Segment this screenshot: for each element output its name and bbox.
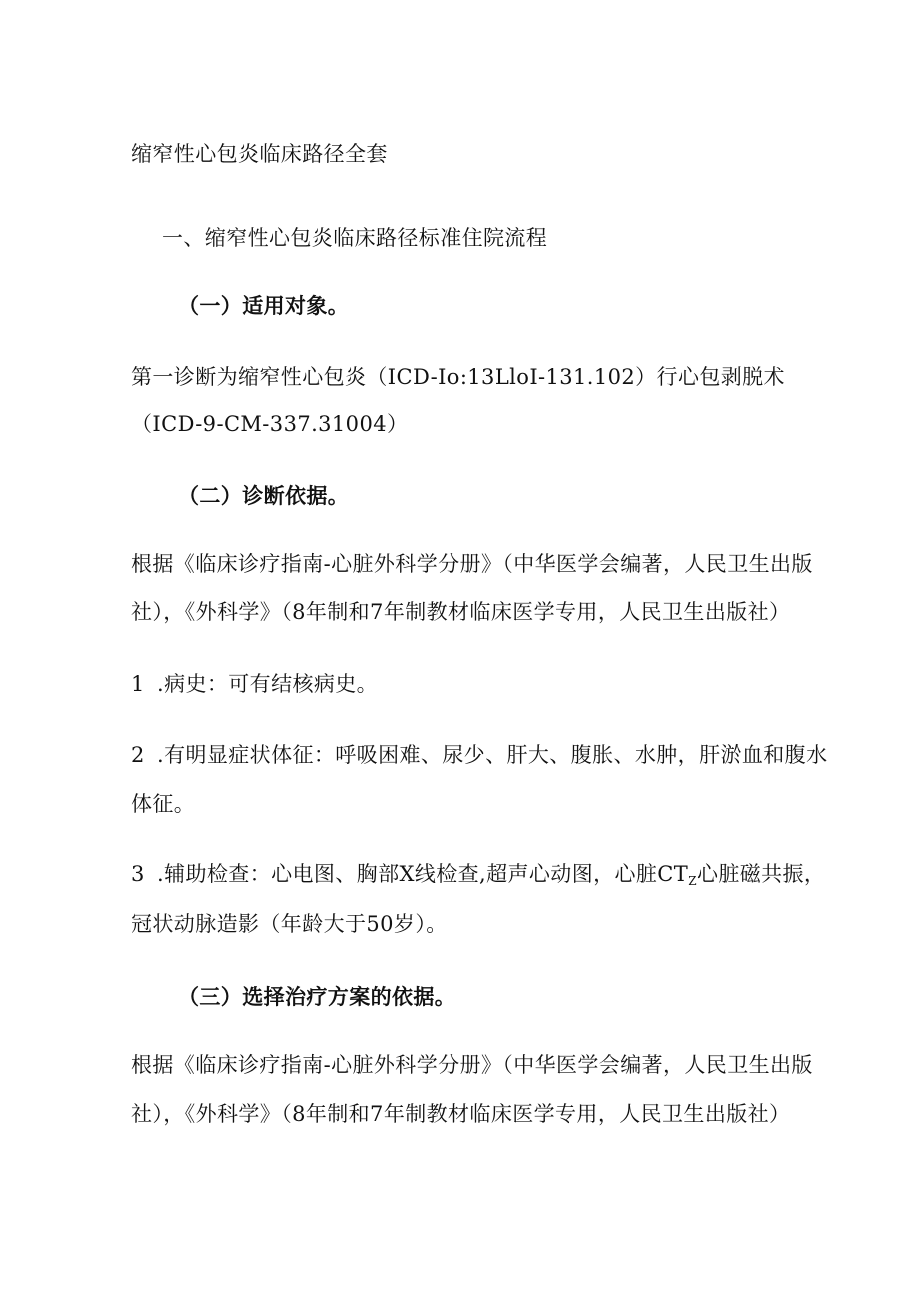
paragraph-line: （ICD-9-CM-337.31004） xyxy=(131,412,409,436)
list-item xyxy=(131,670,378,698)
list-item-text: .辅助检查：心电图、胸部X线检查,超声心动图，心脏CT xyxy=(157,862,689,886)
list-item-number: 2 xyxy=(131,743,145,767)
paragraph-line: 根据《临床诊疗指南-心脏外科学分册》（中华医学会编著，人民卫生出版 xyxy=(131,1053,813,1077)
section-heading: 一、缩窄性心包炎临床路径标准住院流程 xyxy=(162,226,548,250)
list-item-text: .病史：可有结核病史。 xyxy=(157,672,379,696)
subsection-heading-treatment: （三）选择治疗方案的依据。 xyxy=(178,984,457,1009)
list-item-number: 3 xyxy=(131,862,145,886)
paragraph-line: 社），《外科学》（8年制和7年制教材临床医学专用，人民卫生出版社） xyxy=(131,600,791,624)
subsection-heading-applicable: （一）适用对象。 xyxy=(178,293,350,318)
list-item-number: 1 xyxy=(131,672,145,696)
paragraph-line: 根据《临床诊疗指南-心脏外科学分册》（中华医学会编著，人民卫生出版 xyxy=(131,552,813,576)
list-item-continuation: 冠状动脉造影（年龄大于50岁）。 xyxy=(131,912,448,936)
paragraph-line: 社），《外科学》（8年制和7年制教材临床医学专用，人民卫生出版社） xyxy=(131,1102,791,1126)
list-item-text: .有明显症状体征：呼吸困难、尿少、肝大、腹胀、水肿，肝淤血和腹水 xyxy=(157,743,828,767)
list-item-continuation: 体征。 xyxy=(131,792,196,816)
list-item-text: 心脏磁共振， xyxy=(696,862,826,886)
subscript: Z xyxy=(688,874,697,888)
paragraph-line: 第一诊断为缩窄性心包炎（ICD-Io:13LloI-131.102）行心包剥脱术 xyxy=(131,365,785,389)
document-title: 缩窄性心包炎临床路径全套 xyxy=(131,142,388,166)
subsection-heading-diagnosis: （二）诊断依据。 xyxy=(178,483,350,508)
list-item xyxy=(131,860,825,895)
list-item xyxy=(131,741,827,769)
